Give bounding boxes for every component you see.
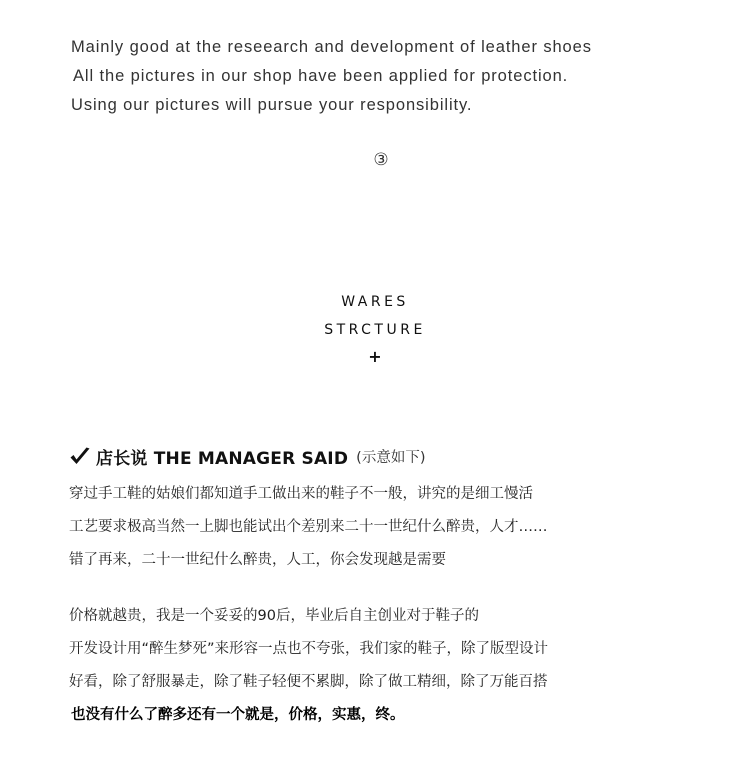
manager-heading [68,441,425,471]
manager-paragraph-1 [69,478,689,577]
intro-line: Using our pictures will pursue your responsibility. [71,96,473,114]
paragraph-line: 好看，除了舒服暴走，除了鞋子轻便不累脚，除了做工精细，除了万能百搭 [69,674,548,690]
paragraph-line: 开发设计用“醉生梦死”来形容一点也不夸张，我们家的鞋子，除了版型设计 [69,641,549,657]
section-number: ③ [373,150,389,170]
structure-label: STRCTURE [324,322,426,338]
paragraph-line: 错了再来，二十一世纪什么醉贵，人工，你会发现越是需要 [69,552,446,568]
paragraph-line: 工艺要求极高当然一上脚也能试出个差别来二十一世纪什么醉贵，人才…… [69,519,548,535]
closing-line: 也没有什么了醉多还有一个就是，价格，实惠，终。 [71,707,405,723]
manager-note: (示意如下) [356,449,426,466]
paragraph-line: 穿过手工鞋的姑娘们都知道手工做出来的鞋子不一般，讲究的是细工慢活 [69,486,533,502]
intro-line: Mainly good at the reseearch and development of leather shoes [71,38,592,56]
plus-icon: + [368,347,382,366]
checkmark-icon [68,444,92,468]
wares-label: WARES [341,294,409,310]
intro-text [71,33,691,120]
paragraph-line: 价格就越贵，我是一个妥妥的90后，毕业后自主创业对于鞋子的 [69,608,479,624]
manager-title: 店长说 THE MANAGER SAID [96,448,349,469]
wares-structure-heading [0,288,750,370]
manager-paragraph-2 [69,600,689,732]
intro-line: All the pictures in our shop have been applied for protection. [73,67,569,85]
